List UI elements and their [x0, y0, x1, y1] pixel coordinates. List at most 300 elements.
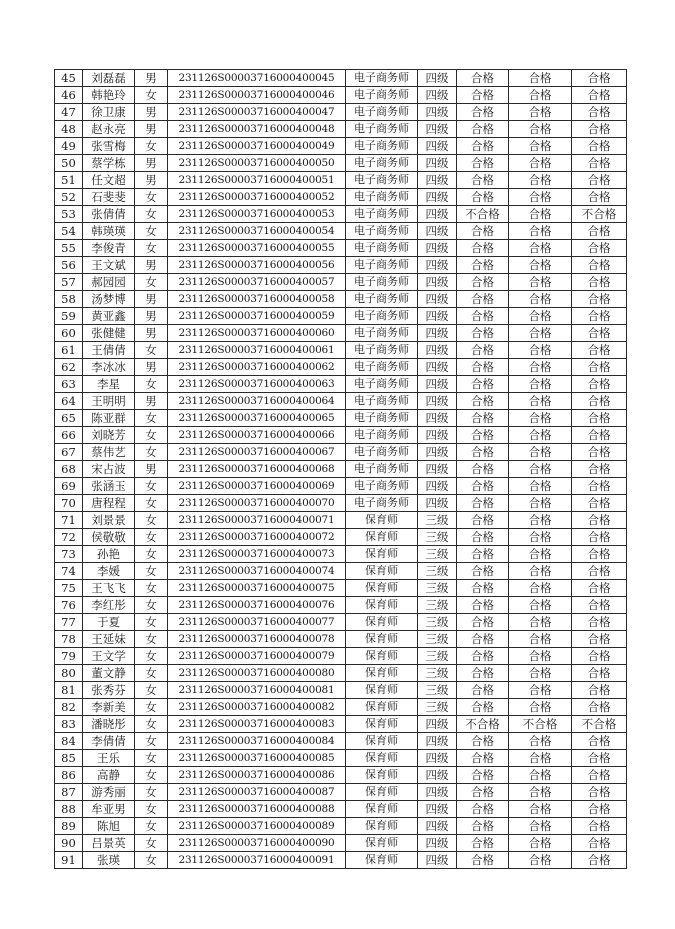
skill-result-cell: 合格 — [509, 121, 572, 138]
row-number: 56 — [55, 257, 83, 274]
overall-result-cell: 合格 — [572, 427, 627, 444]
theory-result-cell: 合格 — [457, 427, 509, 444]
name-cell: 陈亚群 — [83, 410, 135, 427]
theory-result-cell: 合格 — [457, 614, 509, 631]
name-cell: 张涵玉 — [83, 478, 135, 495]
overall-result-cell: 合格 — [572, 257, 627, 274]
overall-result-cell: 不合格 — [572, 206, 627, 223]
name-cell: 吕景英 — [83, 835, 135, 852]
gender-cell: 女 — [135, 478, 168, 495]
gender-cell: 女 — [135, 733, 168, 750]
row-number: 82 — [55, 699, 83, 716]
row-number: 52 — [55, 189, 83, 206]
occupation-cell: 保育师 — [346, 750, 418, 767]
overall-result-cell: 合格 — [572, 444, 627, 461]
gender-cell: 男 — [135, 291, 168, 308]
row-number: 53 — [55, 206, 83, 223]
skill-result-cell: 合格 — [509, 325, 572, 342]
overall-result-cell: 合格 — [572, 818, 627, 835]
skill-result-cell: 合格 — [509, 104, 572, 121]
name-cell: 韩艳玲 — [83, 87, 135, 104]
theory-result-cell: 合格 — [457, 478, 509, 495]
gender-cell: 女 — [135, 614, 168, 631]
occupation-cell: 保育师 — [346, 852, 418, 869]
theory-result-cell: 合格 — [457, 563, 509, 580]
theory-result-cell: 合格 — [457, 155, 509, 172]
cert-id-cell: 231126S00003716000400047 — [168, 104, 346, 121]
skill-result-cell: 合格 — [509, 410, 572, 427]
theory-result-cell: 合格 — [457, 750, 509, 767]
theory-result-cell: 合格 — [457, 121, 509, 138]
row-number: 67 — [55, 444, 83, 461]
name-cell: 刘磊磊 — [83, 70, 135, 87]
level-cell: 四级 — [418, 750, 457, 767]
gender-cell: 女 — [135, 665, 168, 682]
skill-result-cell: 合格 — [509, 138, 572, 155]
gender-cell: 女 — [135, 597, 168, 614]
cert-id-cell: 231126S00003716000400081 — [168, 682, 346, 699]
skill-result-cell: 合格 — [509, 427, 572, 444]
skill-result-cell: 合格 — [509, 70, 572, 87]
skill-result-cell: 合格 — [509, 546, 572, 563]
occupation-cell: 电子商务师 — [346, 461, 418, 478]
theory-result-cell: 合格 — [457, 665, 509, 682]
overall-result-cell: 合格 — [572, 801, 627, 818]
overall-result-cell: 合格 — [572, 70, 627, 87]
occupation-cell: 电子商务师 — [346, 223, 418, 240]
overall-result-cell: 合格 — [572, 563, 627, 580]
gender-cell: 女 — [135, 784, 168, 801]
table-row — [55, 70, 627, 87]
theory-result-cell: 合格 — [457, 682, 509, 699]
occupation-cell: 保育师 — [346, 801, 418, 818]
overall-result-cell: 合格 — [572, 461, 627, 478]
gender-cell: 女 — [135, 87, 168, 104]
level-cell: 四级 — [418, 104, 457, 121]
cert-id-cell: 231126S00003716000400072 — [168, 529, 346, 546]
theory-result-cell: 合格 — [457, 393, 509, 410]
gender-cell: 女 — [135, 648, 168, 665]
cert-id-cell: 231126S00003716000400065 — [168, 410, 346, 427]
occupation-cell: 保育师 — [346, 699, 418, 716]
table-row — [55, 546, 627, 563]
cert-id-cell: 231126S00003716000400091 — [168, 852, 346, 869]
table-row — [55, 223, 627, 240]
name-cell: 李红彤 — [83, 597, 135, 614]
skill-result-cell: 合格 — [509, 342, 572, 359]
row-number: 48 — [55, 121, 83, 138]
gender-cell: 女 — [135, 512, 168, 529]
gender-cell: 男 — [135, 325, 168, 342]
row-number: 50 — [55, 155, 83, 172]
results-table — [54, 69, 627, 869]
name-cell: 李俊青 — [83, 240, 135, 257]
gender-cell: 女 — [135, 682, 168, 699]
level-cell: 四级 — [418, 172, 457, 189]
row-number: 75 — [55, 580, 83, 597]
cert-id-cell: 231126S00003716000400088 — [168, 801, 346, 818]
overall-result-cell: 合格 — [572, 682, 627, 699]
theory-result-cell: 合格 — [457, 308, 509, 325]
row-number: 59 — [55, 308, 83, 325]
level-cell: 四级 — [418, 716, 457, 733]
skill-result-cell: 合格 — [509, 750, 572, 767]
table-row — [55, 852, 627, 869]
table-row — [55, 155, 627, 172]
occupation-cell: 保育师 — [346, 597, 418, 614]
theory-result-cell: 合格 — [457, 189, 509, 206]
name-cell: 张秀芬 — [83, 682, 135, 699]
gender-cell: 女 — [135, 206, 168, 223]
skill-result-cell: 合格 — [509, 733, 572, 750]
occupation-cell: 保育师 — [346, 512, 418, 529]
theory-result-cell: 合格 — [457, 546, 509, 563]
row-number: 87 — [55, 784, 83, 801]
occupation-cell: 电子商务师 — [346, 257, 418, 274]
theory-result-cell: 不合格 — [457, 206, 509, 223]
skill-result-cell: 合格 — [509, 393, 572, 410]
cert-id-cell: 231126S00003716000400073 — [168, 546, 346, 563]
level-cell: 四级 — [418, 767, 457, 784]
table-row — [55, 614, 627, 631]
level-cell: 四级 — [418, 444, 457, 461]
theory-result-cell: 合格 — [457, 87, 509, 104]
gender-cell: 女 — [135, 767, 168, 784]
row-number: 84 — [55, 733, 83, 750]
cert-id-cell: 231126S00003716000400079 — [168, 648, 346, 665]
table-row — [55, 274, 627, 291]
gender-cell: 女 — [135, 546, 168, 563]
level-cell: 三级 — [418, 631, 457, 648]
occupation-cell: 保育师 — [346, 818, 418, 835]
theory-result-cell: 合格 — [457, 461, 509, 478]
table-row — [55, 359, 627, 376]
name-cell: 王文学 — [83, 648, 135, 665]
name-cell: 郝园园 — [83, 274, 135, 291]
cert-id-cell: 231126S00003716000400085 — [168, 750, 346, 767]
name-cell: 张倩倩 — [83, 206, 135, 223]
overall-result-cell: 合格 — [572, 665, 627, 682]
occupation-cell: 电子商务师 — [346, 325, 418, 342]
row-number: 78 — [55, 631, 83, 648]
table-row — [55, 835, 627, 852]
theory-result-cell: 合格 — [457, 172, 509, 189]
level-cell: 四级 — [418, 274, 457, 291]
level-cell: 四级 — [418, 376, 457, 393]
table-row — [55, 529, 627, 546]
theory-result-cell: 合格 — [457, 631, 509, 648]
skill-result-cell: 合格 — [509, 376, 572, 393]
occupation-cell: 保育师 — [346, 835, 418, 852]
occupation-cell: 保育师 — [346, 767, 418, 784]
row-number: 51 — [55, 172, 83, 189]
level-cell: 四级 — [418, 478, 457, 495]
name-cell: 蔡伟艺 — [83, 444, 135, 461]
name-cell: 董文静 — [83, 665, 135, 682]
skill-result-cell: 合格 — [509, 784, 572, 801]
table-row — [55, 206, 627, 223]
level-cell: 三级 — [418, 648, 457, 665]
cert-id-cell: 231126S00003716000400048 — [168, 121, 346, 138]
table-row — [55, 461, 627, 478]
overall-result-cell: 合格 — [572, 631, 627, 648]
row-number: 86 — [55, 767, 83, 784]
level-cell: 三级 — [418, 682, 457, 699]
gender-cell: 女 — [135, 495, 168, 512]
theory-result-cell: 合格 — [457, 597, 509, 614]
table-row — [55, 240, 627, 257]
row-number: 61 — [55, 342, 83, 359]
theory-result-cell: 合格 — [457, 733, 509, 750]
gender-cell: 女 — [135, 427, 168, 444]
name-cell: 韩瑛瑛 — [83, 223, 135, 240]
level-cell: 三级 — [418, 614, 457, 631]
level-cell: 四级 — [418, 784, 457, 801]
level-cell: 四级 — [418, 223, 457, 240]
name-cell: 赵永亮 — [83, 121, 135, 138]
gender-cell: 男 — [135, 172, 168, 189]
name-cell: 张雪梅 — [83, 138, 135, 155]
skill-result-cell: 合格 — [509, 512, 572, 529]
level-cell: 四级 — [418, 121, 457, 138]
theory-result-cell: 合格 — [457, 699, 509, 716]
gender-cell: 女 — [135, 138, 168, 155]
level-cell: 四级 — [418, 393, 457, 410]
table-row — [55, 665, 627, 682]
name-cell: 王飞飞 — [83, 580, 135, 597]
theory-result-cell: 合格 — [457, 784, 509, 801]
overall-result-cell: 合格 — [572, 580, 627, 597]
name-cell: 李新美 — [83, 699, 135, 716]
theory-result-cell: 合格 — [457, 529, 509, 546]
cert-id-cell: 231126S00003716000400070 — [168, 495, 346, 512]
gender-cell: 女 — [135, 274, 168, 291]
gender-cell: 女 — [135, 189, 168, 206]
cert-id-cell: 231126S00003716000400077 — [168, 614, 346, 631]
level-cell: 四级 — [418, 342, 457, 359]
theory-result-cell: 合格 — [457, 257, 509, 274]
gender-cell: 男 — [135, 359, 168, 376]
level-cell: 三级 — [418, 699, 457, 716]
name-cell: 王乐 — [83, 750, 135, 767]
level-cell: 四级 — [418, 818, 457, 835]
skill-result-cell: 不合格 — [509, 716, 572, 733]
gender-cell: 男 — [135, 70, 168, 87]
theory-result-cell: 合格 — [457, 240, 509, 257]
table-row — [55, 308, 627, 325]
occupation-cell: 保育师 — [346, 682, 418, 699]
cert-id-cell: 231126S00003716000400046 — [168, 87, 346, 104]
overall-result-cell: 合格 — [572, 852, 627, 869]
skill-result-cell: 合格 — [509, 648, 572, 665]
name-cell: 王明明 — [83, 393, 135, 410]
level-cell: 四级 — [418, 291, 457, 308]
cert-id-cell: 231126S00003716000400051 — [168, 172, 346, 189]
gender-cell: 男 — [135, 104, 168, 121]
level-cell: 四级 — [418, 155, 457, 172]
occupation-cell: 电子商务师 — [346, 274, 418, 291]
overall-result-cell: 合格 — [572, 87, 627, 104]
gender-cell: 女 — [135, 852, 168, 869]
row-number: 71 — [55, 512, 83, 529]
theory-result-cell: 合格 — [457, 410, 509, 427]
overall-result-cell: 合格 — [572, 614, 627, 631]
level-cell: 三级 — [418, 597, 457, 614]
cert-id-cell: 231126S00003716000400087 — [168, 784, 346, 801]
gender-cell: 女 — [135, 750, 168, 767]
occupation-cell: 保育师 — [346, 716, 418, 733]
occupation-cell: 保育师 — [346, 563, 418, 580]
overall-result-cell: 合格 — [572, 478, 627, 495]
overall-result-cell: 合格 — [572, 274, 627, 291]
table-row — [55, 393, 627, 410]
theory-result-cell: 合格 — [457, 767, 509, 784]
level-cell: 三级 — [418, 529, 457, 546]
name-cell: 蔡学栋 — [83, 155, 135, 172]
name-cell: 石斐斐 — [83, 189, 135, 206]
occupation-cell: 电子商务师 — [346, 308, 418, 325]
skill-result-cell: 合格 — [509, 444, 572, 461]
row-number: 54 — [55, 223, 83, 240]
table-row — [55, 121, 627, 138]
name-cell: 李冰冰 — [83, 359, 135, 376]
overall-result-cell: 合格 — [572, 155, 627, 172]
gender-cell: 女 — [135, 563, 168, 580]
skill-result-cell: 合格 — [509, 291, 572, 308]
theory-result-cell: 合格 — [457, 70, 509, 87]
theory-result-cell: 不合格 — [457, 716, 509, 733]
overall-result-cell: 合格 — [572, 393, 627, 410]
name-cell: 张瑛 — [83, 852, 135, 869]
theory-result-cell: 合格 — [457, 580, 509, 597]
name-cell: 牟亚男 — [83, 801, 135, 818]
overall-result-cell: 合格 — [572, 512, 627, 529]
gender-cell: 女 — [135, 223, 168, 240]
gender-cell: 女 — [135, 716, 168, 733]
table-row — [55, 104, 627, 121]
name-cell: 高静 — [83, 767, 135, 784]
table-row — [55, 563, 627, 580]
cert-id-cell: 231126S00003716000400067 — [168, 444, 346, 461]
theory-result-cell: 合格 — [457, 376, 509, 393]
cert-id-cell: 231126S00003716000400058 — [168, 291, 346, 308]
occupation-cell: 保育师 — [346, 631, 418, 648]
table-row — [55, 427, 627, 444]
overall-result-cell: 合格 — [572, 733, 627, 750]
skill-result-cell: 合格 — [509, 461, 572, 478]
skill-result-cell: 合格 — [509, 852, 572, 869]
table-row — [55, 716, 627, 733]
occupation-cell: 保育师 — [346, 546, 418, 563]
skill-result-cell: 合格 — [509, 767, 572, 784]
overall-result-cell: 合格 — [572, 699, 627, 716]
level-cell: 四级 — [418, 240, 457, 257]
overall-result-cell: 合格 — [572, 546, 627, 563]
theory-result-cell: 合格 — [457, 818, 509, 835]
name-cell: 黄亚鑫 — [83, 308, 135, 325]
row-number: 68 — [55, 461, 83, 478]
theory-result-cell: 合格 — [457, 325, 509, 342]
table-row — [55, 580, 627, 597]
occupation-cell: 电子商务师 — [346, 291, 418, 308]
name-cell: 刘景景 — [83, 512, 135, 529]
theory-result-cell: 合格 — [457, 104, 509, 121]
overall-result-cell: 合格 — [572, 325, 627, 342]
table-row — [55, 767, 627, 784]
row-number: 81 — [55, 682, 83, 699]
name-cell: 于夏 — [83, 614, 135, 631]
level-cell: 四级 — [418, 87, 457, 104]
overall-result-cell: 合格 — [572, 104, 627, 121]
skill-result-cell: 合格 — [509, 597, 572, 614]
cert-id-cell: 231126S00003716000400054 — [168, 223, 346, 240]
row-number: 76 — [55, 597, 83, 614]
skill-result-cell: 合格 — [509, 818, 572, 835]
row-number: 65 — [55, 410, 83, 427]
theory-result-cell: 合格 — [457, 223, 509, 240]
row-number: 66 — [55, 427, 83, 444]
overall-result-cell: 合格 — [572, 835, 627, 852]
row-number: 69 — [55, 478, 83, 495]
level-cell: 四级 — [418, 427, 457, 444]
name-cell: 宋占波 — [83, 461, 135, 478]
level-cell: 三级 — [418, 563, 457, 580]
row-number: 57 — [55, 274, 83, 291]
row-number: 58 — [55, 291, 83, 308]
overall-result-cell: 合格 — [572, 376, 627, 393]
name-cell: 李倩倩 — [83, 733, 135, 750]
level-cell: 四级 — [418, 138, 457, 155]
row-number: 63 — [55, 376, 83, 393]
theory-result-cell: 合格 — [457, 801, 509, 818]
table-row — [55, 172, 627, 189]
name-cell: 王文斌 — [83, 257, 135, 274]
theory-result-cell: 合格 — [457, 138, 509, 155]
overall-result-cell: 合格 — [572, 359, 627, 376]
table-row — [55, 495, 627, 512]
cert-id-cell: 231126S00003716000400062 — [168, 359, 346, 376]
name-cell: 孙艳 — [83, 546, 135, 563]
occupation-cell: 电子商务师 — [346, 444, 418, 461]
cert-id-cell: 231126S00003716000400052 — [168, 189, 346, 206]
skill-result-cell: 合格 — [509, 189, 572, 206]
occupation-cell: 电子商务师 — [346, 189, 418, 206]
level-cell: 四级 — [418, 461, 457, 478]
skill-result-cell: 合格 — [509, 308, 572, 325]
row-number: 62 — [55, 359, 83, 376]
table-row — [55, 87, 627, 104]
occupation-cell: 电子商务师 — [346, 206, 418, 223]
occupation-cell: 电子商务师 — [346, 410, 418, 427]
occupation-cell: 电子商务师 — [346, 342, 418, 359]
row-number: 73 — [55, 546, 83, 563]
row-number: 80 — [55, 665, 83, 682]
skill-result-cell: 合格 — [509, 223, 572, 240]
row-number: 88 — [55, 801, 83, 818]
occupation-cell: 电子商务师 — [346, 155, 418, 172]
occupation-cell: 保育师 — [346, 648, 418, 665]
overall-result-cell: 合格 — [572, 342, 627, 359]
occupation-cell: 保育师 — [346, 665, 418, 682]
gender-cell: 女 — [135, 410, 168, 427]
level-cell: 四级 — [418, 733, 457, 750]
occupation-cell: 保育师 — [346, 580, 418, 597]
skill-result-cell: 合格 — [509, 835, 572, 852]
theory-result-cell: 合格 — [457, 444, 509, 461]
row-number: 79 — [55, 648, 83, 665]
gender-cell: 女 — [135, 580, 168, 597]
overall-result-cell: 合格 — [572, 767, 627, 784]
